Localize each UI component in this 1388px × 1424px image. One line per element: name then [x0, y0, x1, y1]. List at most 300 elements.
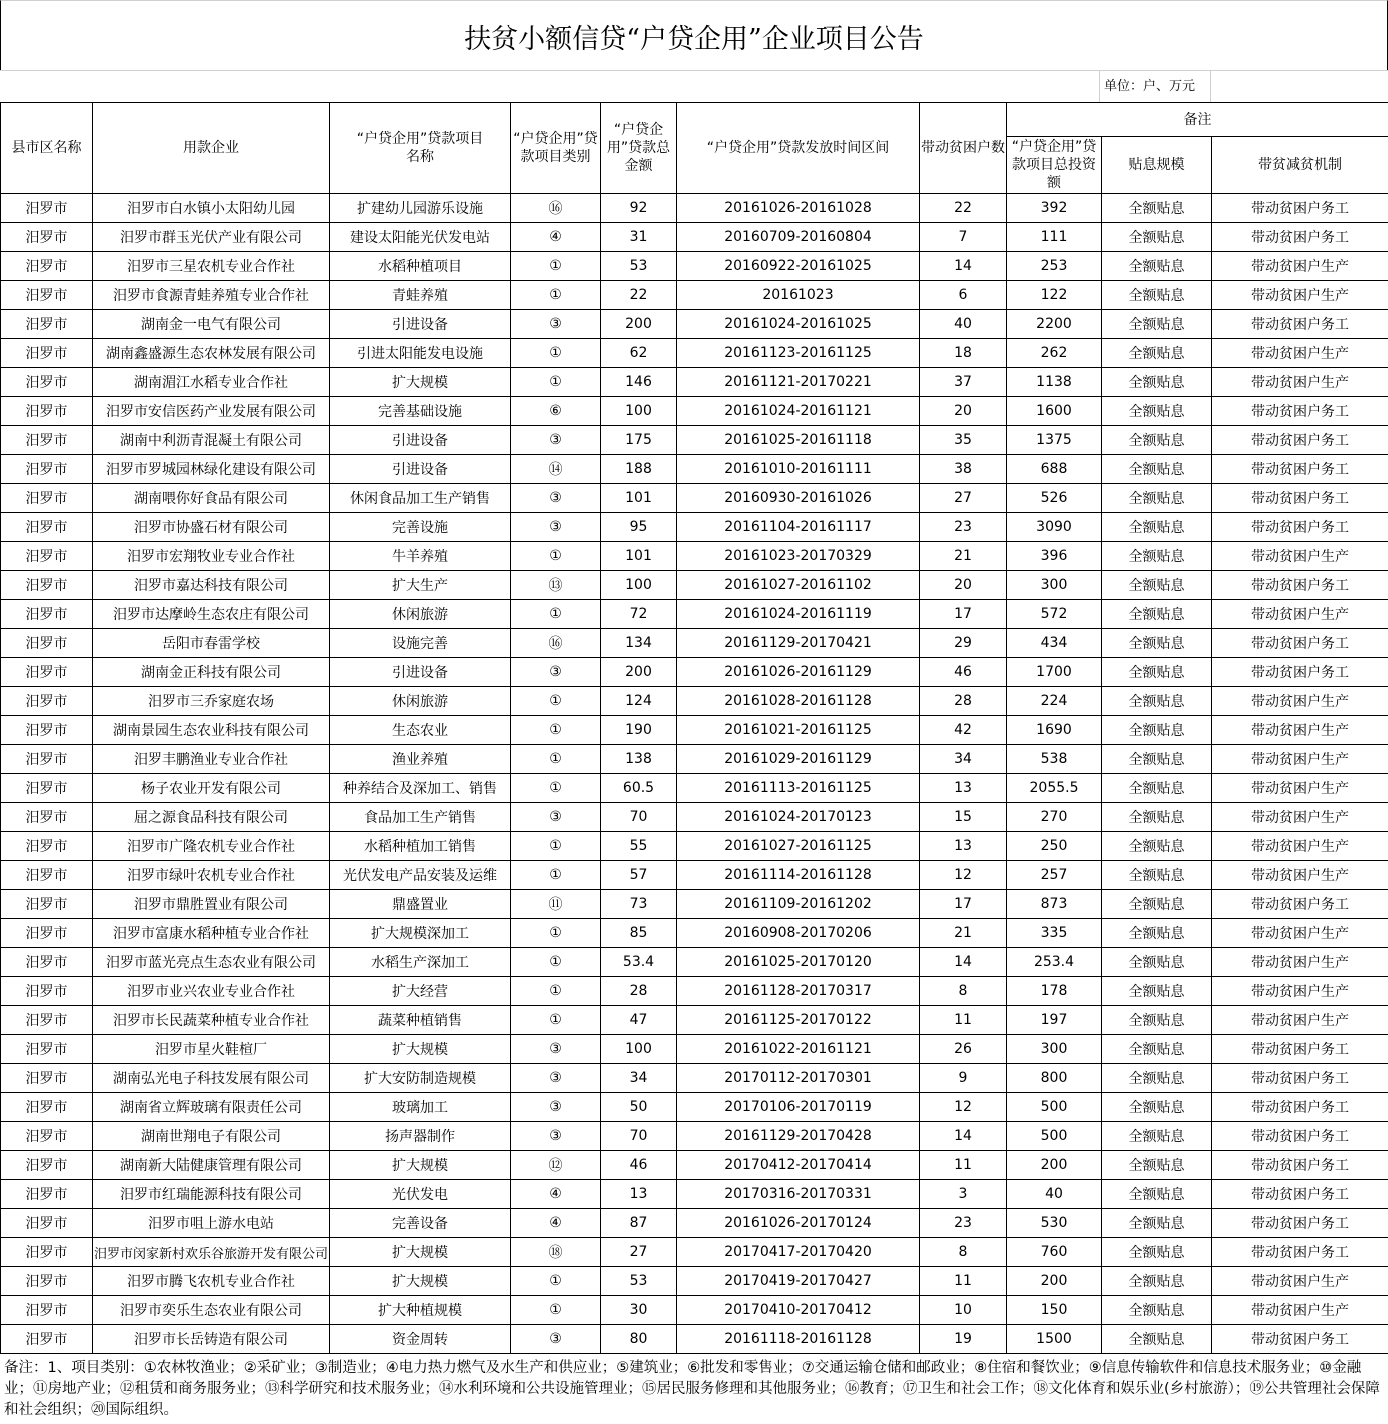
table-row: [1, 1122, 1388, 1151]
cell-mechanism: 带动贫困户生产: [1212, 687, 1388, 716]
cell-period: 20161114-20161128: [677, 861, 920, 890]
cell-investment: 500: [1007, 1093, 1102, 1122]
cell-category: ⑯: [511, 629, 601, 658]
cell-county: 汨罗市: [1, 1209, 93, 1238]
cell-company: 汨罗市长民蔬菜种植专业合作社: [93, 1006, 330, 1035]
cell-category: ①: [511, 1006, 601, 1035]
header-remarks: 备注: [1007, 103, 1388, 137]
cell-amount: 190: [601, 716, 677, 745]
table-row: [1, 1064, 1388, 1093]
cell-county: 汨罗市: [1, 513, 93, 542]
cell-subsidy: 全额贴息: [1102, 571, 1212, 600]
cell-mechanism: 带动贫困户生产: [1212, 252, 1388, 281]
cell-county: 汨罗市: [1, 571, 93, 600]
cell-investment: 1138: [1007, 368, 1102, 397]
cell-households: 28: [920, 687, 1007, 716]
unit-row: [0, 70, 1388, 103]
cell-investment: 300: [1007, 571, 1102, 600]
cell-subsidy: 全额贴息: [1102, 832, 1212, 861]
cell-period: 20160922-20161025: [677, 252, 920, 281]
cell-households: 23: [920, 1209, 1007, 1238]
cell-mechanism: 带动贫困户务工: [1212, 1035, 1388, 1064]
cell-households: 13: [920, 832, 1007, 861]
cell-category: ①: [511, 1296, 601, 1325]
cell-households: 12: [920, 1093, 1007, 1122]
cell-households: 17: [920, 600, 1007, 629]
cell-amount: 85: [601, 919, 677, 948]
cell-subsidy: 全额贴息: [1102, 1151, 1212, 1180]
cell-subsidy: 全额贴息: [1102, 513, 1212, 542]
cell-subsidy: 全额贴息: [1102, 1238, 1212, 1267]
cell-period: 20161104-20161117: [677, 513, 920, 542]
cell-county: 汨罗市: [1, 484, 93, 513]
cell-period: 20161123-20161125: [677, 339, 920, 368]
cell-period: 20170106-20170119: [677, 1093, 920, 1122]
cell-subsidy: 全额贴息: [1102, 1325, 1212, 1354]
cell-subsidy: 全额贴息: [1102, 194, 1212, 223]
cell-amount: 95: [601, 513, 677, 542]
cell-mechanism: 带动贫困户生产: [1212, 861, 1388, 890]
cell-households: 15: [920, 803, 1007, 832]
cell-county: 汨罗市: [1, 1238, 93, 1267]
cell-period: 20161113-20161125: [677, 774, 920, 803]
cell-project: 食品加工生产销售: [330, 803, 511, 832]
cell-county: 汨罗市: [1, 1122, 93, 1151]
header-mechanism: 带贫减贫机制: [1212, 137, 1388, 194]
title-text: 扶贫小额信贷“户贷企用”企业项目公告: [464, 23, 924, 55]
cell-company: 汨罗市宏翔牧业专业合作社: [93, 542, 330, 571]
cell-company: 汨罗市长岳铸造有限公司: [93, 1325, 330, 1354]
cell-households: 17: [920, 890, 1007, 919]
cell-households: 12: [920, 861, 1007, 890]
cell-subsidy: 全额贴息: [1102, 774, 1212, 803]
cell-subsidy: 全额贴息: [1102, 455, 1212, 484]
cell-households: 3: [920, 1180, 1007, 1209]
cell-subsidy: 全额贴息: [1102, 484, 1212, 513]
cell-company: 湖南金一电气有限公司: [93, 310, 330, 339]
cell-subsidy: 全额贴息: [1102, 1035, 1212, 1064]
cell-period: 20161129-20170428: [677, 1122, 920, 1151]
cell-project: 设施完善: [330, 629, 511, 658]
cell-county: 汨罗市: [1, 658, 93, 687]
cell-amount: 60.5: [601, 774, 677, 803]
cell-investment: 2200: [1007, 310, 1102, 339]
table-row: [1, 1151, 1388, 1180]
cell-project: 休闲旅游: [330, 687, 511, 716]
cell-category: ⑫: [511, 1151, 601, 1180]
table-row: [1, 1093, 1388, 1122]
cell-amount: 101: [601, 542, 677, 571]
table-row: [1, 1238, 1388, 1267]
cell-company: 汨罗市奕乐生态农业有限公司: [93, 1296, 330, 1325]
cell-mechanism: 带动贫困户务工: [1212, 629, 1388, 658]
cell-company: 汨罗市协盛石材有限公司: [93, 513, 330, 542]
cell-period: 20161129-20170421: [677, 629, 920, 658]
cell-households: 21: [920, 542, 1007, 571]
cell-mechanism: 带动贫困户生产: [1212, 1006, 1388, 1035]
cell-company: 汨罗市广隆农机专业合作社: [93, 832, 330, 861]
cell-amount: 100: [601, 397, 677, 426]
cell-category: ①: [511, 368, 601, 397]
cell-period: 20161026-20161129: [677, 658, 920, 687]
cell-investment: 434: [1007, 629, 1102, 658]
table-row: [1, 774, 1388, 803]
cell-investment: 2055.5: [1007, 774, 1102, 803]
cell-company: 湖南景园生态农业科技有限公司: [93, 716, 330, 745]
table-row: [1, 832, 1388, 861]
cell-investment: 178: [1007, 977, 1102, 1006]
header-investment: “户贷企用”贷款项目总投资额: [1007, 137, 1102, 194]
cell-company: 杨子农业开发有限公司: [93, 774, 330, 803]
cell-households: 19: [920, 1325, 1007, 1354]
cell-category: ⑪: [511, 890, 601, 919]
cell-amount: 31: [601, 223, 677, 252]
cell-period: 20170316-20170331: [677, 1180, 920, 1209]
cell-project: 水稻种植项目: [330, 252, 511, 281]
cell-mechanism: 带动贫困户务工: [1212, 397, 1388, 426]
cell-mechanism: 带动贫困户务工: [1212, 1122, 1388, 1151]
cell-project: 建设太阳能光伏发电站: [330, 223, 511, 252]
cell-county: 汨罗市: [1, 281, 93, 310]
cell-county: 汨罗市: [1, 1064, 93, 1093]
cell-subsidy: 全额贴息: [1102, 1093, 1212, 1122]
cell-category: ①: [511, 977, 601, 1006]
cell-project: 生态农业: [330, 716, 511, 745]
cell-households: 21: [920, 919, 1007, 948]
cell-investment: 40: [1007, 1180, 1102, 1209]
cell-category: ④: [511, 1180, 601, 1209]
cell-company: 湖南喂你好食品有限公司: [93, 484, 330, 513]
cell-amount: 73: [601, 890, 677, 919]
cell-category: ①: [511, 919, 601, 948]
cell-amount: 100: [601, 1035, 677, 1064]
cell-households: 38: [920, 455, 1007, 484]
cell-period: 20170410-20170412: [677, 1296, 920, 1325]
cell-company: 汨罗市鼎胜置业有限公司: [93, 890, 330, 919]
cell-subsidy: 全额贴息: [1102, 397, 1212, 426]
cell-subsidy: 全额贴息: [1102, 542, 1212, 571]
cell-period: 20161027-20161102: [677, 571, 920, 600]
cell-county: 汨罗市: [1, 977, 93, 1006]
cell-subsidy: 全额贴息: [1102, 426, 1212, 455]
cell-investment: 224: [1007, 687, 1102, 716]
cell-county: 汨罗市: [1, 1267, 93, 1296]
table-row: [1, 803, 1388, 832]
cell-subsidy: 全额贴息: [1102, 1006, 1212, 1035]
cell-investment: 538: [1007, 745, 1102, 774]
cell-investment: 1700: [1007, 658, 1102, 687]
cell-company: 汨罗市腾飞农机专业合作社: [93, 1267, 330, 1296]
cell-investment: 760: [1007, 1238, 1102, 1267]
header-project: “户贷企用”贷款项目名称: [330, 103, 511, 194]
cell-mechanism: 带动贫困户务工: [1212, 1093, 1388, 1122]
cell-mechanism: 带动贫困户务工: [1212, 890, 1388, 919]
cell-amount: 175: [601, 426, 677, 455]
cell-households: 18: [920, 339, 1007, 368]
cell-investment: 197: [1007, 1006, 1102, 1035]
cell-county: 汨罗市: [1, 687, 93, 716]
cell-subsidy: 全额贴息: [1102, 803, 1212, 832]
cell-company: 岳阳市春雷学校: [93, 629, 330, 658]
cell-households: 27: [920, 484, 1007, 513]
cell-project: 引进设备: [330, 426, 511, 455]
cell-company: 汨罗市业兴农业专业合作社: [93, 977, 330, 1006]
cell-category: ④: [511, 1209, 601, 1238]
cell-project: 扩大经营: [330, 977, 511, 1006]
cell-households: 26: [920, 1035, 1007, 1064]
cell-period: 20160930-20161026: [677, 484, 920, 513]
cell-county: 汨罗市: [1, 1180, 93, 1209]
cell-project: 渔业养殖: [330, 745, 511, 774]
cell-households: 14: [920, 1122, 1007, 1151]
cell-period: 20161021-20161125: [677, 716, 920, 745]
table-row: [1, 542, 1388, 571]
cell-investment: 396: [1007, 542, 1102, 571]
cell-amount: 70: [601, 1122, 677, 1151]
cell-company: 汨罗市红瑞能源科技有限公司: [93, 1180, 330, 1209]
cell-investment: 688: [1007, 455, 1102, 484]
cell-category: ③: [511, 484, 601, 513]
cell-company: 汨罗市蓝光亮点生态农业有限公司: [93, 948, 330, 977]
cell-category: ①: [511, 832, 601, 861]
cell-subsidy: 全额贴息: [1102, 1296, 1212, 1325]
cell-county: 汨罗市: [1, 1325, 93, 1354]
cell-county: 汨罗市: [1, 1035, 93, 1064]
cell-amount: 53: [601, 252, 677, 281]
table-row: [1, 281, 1388, 310]
cell-amount: 22: [601, 281, 677, 310]
cell-investment: 270: [1007, 803, 1102, 832]
cell-project: 牛羊养殖: [330, 542, 511, 571]
project-table: [0, 102, 1388, 1354]
cell-amount: 47: [601, 1006, 677, 1035]
cell-county: 汨罗市: [1, 310, 93, 339]
cell-category: ③: [511, 1064, 601, 1093]
cell-project: 扩大种植规模: [330, 1296, 511, 1325]
cell-mechanism: 带动贫困户务工: [1212, 310, 1388, 339]
cell-amount: 53.4: [601, 948, 677, 977]
cell-mechanism: 带动贫困户生产: [1212, 745, 1388, 774]
cell-subsidy: 全额贴息: [1102, 1122, 1212, 1151]
header-subsidy: 贴息规模: [1102, 137, 1212, 194]
table-body: [1, 194, 1388, 1354]
cell-county: 汨罗市: [1, 1006, 93, 1035]
cell-amount: 13: [601, 1180, 677, 1209]
cell-project: 完善基础设施: [330, 397, 511, 426]
cell-period: 20170419-20170427: [677, 1267, 920, 1296]
cell-company: 湖南世翔电子有限公司: [93, 1122, 330, 1151]
cell-project: 引进太阳能发电设施: [330, 339, 511, 368]
cell-period: 20161023-20170329: [677, 542, 920, 571]
cell-mechanism: 带动贫困户生产: [1212, 774, 1388, 803]
header-category: “户贷企用”贷款项目类别: [511, 103, 601, 194]
cell-mechanism: 带动贫困户务工: [1212, 1064, 1388, 1093]
cell-project: 种养结合及深加工、销售: [330, 774, 511, 803]
cell-project: 引进设备: [330, 658, 511, 687]
cell-mechanism: 带动贫困户生产: [1212, 1267, 1388, 1296]
table-row: [1, 948, 1388, 977]
cell-company: 湖南中利沥青混凝土有限公司: [93, 426, 330, 455]
cell-project: 青蛙养殖: [330, 281, 511, 310]
cell-households: 8: [920, 977, 1007, 1006]
cell-investment: 530: [1007, 1209, 1102, 1238]
cell-company: 汨罗市三乔家庭农场: [93, 687, 330, 716]
cell-mechanism: 带动贫困户务工: [1212, 571, 1388, 600]
cell-households: 6: [920, 281, 1007, 310]
cell-amount: 27: [601, 1238, 677, 1267]
cell-category: ①: [511, 774, 601, 803]
cell-category: ①: [511, 745, 601, 774]
cell-households: 8: [920, 1238, 1007, 1267]
cell-company: 汨罗市嘉达科技有限公司: [93, 571, 330, 600]
cell-county: 汨罗市: [1, 716, 93, 745]
cell-amount: 50: [601, 1093, 677, 1122]
cell-amount: 200: [601, 310, 677, 339]
cell-households: 40: [920, 310, 1007, 339]
cell-mechanism: 带动贫困户务工: [1212, 455, 1388, 484]
cell-category: ①: [511, 252, 601, 281]
cell-period: 20161029-20161129: [677, 745, 920, 774]
cell-category: ①: [511, 542, 601, 571]
cell-period: 20161118-20161128: [677, 1325, 920, 1354]
cell-mechanism: 带动贫困户生产: [1212, 977, 1388, 1006]
cell-investment: 335: [1007, 919, 1102, 948]
cell-period: 20170412-20170414: [677, 1151, 920, 1180]
cell-county: 汨罗市: [1, 919, 93, 948]
cell-amount: 188: [601, 455, 677, 484]
cell-investment: 526: [1007, 484, 1102, 513]
cell-subsidy: 全额贴息: [1102, 368, 1212, 397]
cell-company: 汨罗市绿叶农机专业合作社: [93, 861, 330, 890]
cell-county: 汨罗市: [1, 774, 93, 803]
cell-category: ③: [511, 310, 601, 339]
table-row: [1, 919, 1388, 948]
cell-period: 20161024-20161121: [677, 397, 920, 426]
cell-county: 汨罗市: [1, 629, 93, 658]
cell-subsidy: 全额贴息: [1102, 861, 1212, 890]
cell-category: ⑥: [511, 397, 601, 426]
cell-county: 汨罗市: [1, 1151, 93, 1180]
cell-investment: 873: [1007, 890, 1102, 919]
cell-category: ③: [511, 658, 601, 687]
cell-period: 20161022-20161121: [677, 1035, 920, 1064]
cell-amount: 55: [601, 832, 677, 861]
cell-amount: 34: [601, 1064, 677, 1093]
cell-period: 20160709-20160804: [677, 223, 920, 252]
cell-period: 20161125-20170122: [677, 1006, 920, 1035]
cell-period: 20170417-20170420: [677, 1238, 920, 1267]
cell-category: ①: [511, 948, 601, 977]
cell-households: 11: [920, 1151, 1007, 1180]
cell-mechanism: 带动贫困户务工: [1212, 1180, 1388, 1209]
cell-subsidy: 全额贴息: [1102, 1267, 1212, 1296]
table-row: [1, 426, 1388, 455]
cell-investment: 200: [1007, 1151, 1102, 1180]
cell-period: 20160908-20170206: [677, 919, 920, 948]
cell-subsidy: 全额贴息: [1102, 281, 1212, 310]
cell-project: 扩大规模: [330, 1267, 511, 1296]
cell-county: 汨罗市: [1, 397, 93, 426]
cell-category: ③: [511, 1093, 601, 1122]
cell-mechanism: 带动贫困户务工: [1212, 1325, 1388, 1354]
cell-county: 汨罗市: [1, 600, 93, 629]
cell-amount: 138: [601, 745, 677, 774]
cell-company: 湖南金正科技有限公司: [93, 658, 330, 687]
footnote: 备注：1、项目类别：①农林牧渔业；②采矿业；③制造业；④电力热力燃气及水生产和供应业；⑤建筑业；⑥批发和零售业；⑦交通运输仓储和邮政业；⑧住宿和餐饮业；⑨信息传输软件和信息技术服务业；⑩金融业；⑪房地产业；⑫租赁和商务服务业；⑬科学研究和技术服务业；⑭水利环境和公共设施管理业；⑮居民服务修理和其他服务业；⑯教育；⑰卫生和社会工作；⑱文化体育和娱乐业(乡村旅游）；⑲公共管理社会保障和社会组织；⑳国际组织。: [4, 1360, 1380, 1418]
cell-project: 扬声器制作: [330, 1122, 511, 1151]
header-county: 县市区名称: [1, 103, 93, 194]
cell-subsidy: 全额贴息: [1102, 658, 1212, 687]
cell-mechanism: 带动贫困户生产: [1212, 281, 1388, 310]
cell-investment: 257: [1007, 861, 1102, 890]
cell-period: 20170112-20170301: [677, 1064, 920, 1093]
cell-investment: 1600: [1007, 397, 1102, 426]
cell-investment: 392: [1007, 194, 1102, 223]
cell-mechanism: 带动贫困户务工: [1212, 658, 1388, 687]
cell-period: 20161026-20161028: [677, 194, 920, 223]
cell-households: 14: [920, 948, 1007, 977]
cell-amount: 100: [601, 571, 677, 600]
table-row: [1, 716, 1388, 745]
cell-subsidy: 全额贴息: [1102, 223, 1212, 252]
cell-subsidy: 全额贴息: [1102, 977, 1212, 1006]
cell-category: ①: [511, 339, 601, 368]
cell-county: 汨罗市: [1, 339, 93, 368]
cell-mechanism: 带动贫困户生产: [1212, 832, 1388, 861]
cell-company: 湖南新大陆健康管理有限公司: [93, 1151, 330, 1180]
table-row: [1, 687, 1388, 716]
cell-project: 完善设施: [330, 513, 511, 542]
cell-investment: 150: [1007, 1296, 1102, 1325]
cell-subsidy: 全额贴息: [1102, 1180, 1212, 1209]
cell-company: 湖南鑫盛源生态农林发展有限公司: [93, 339, 330, 368]
cell-households: 11: [920, 1006, 1007, 1035]
cell-period: 20161027-20161125: [677, 832, 920, 861]
cell-amount: 28: [601, 977, 677, 1006]
cell-mechanism: 带动贫困户生产: [1212, 368, 1388, 397]
cell-category: ③: [511, 513, 601, 542]
cell-mechanism: 带动贫困户务工: [1212, 1238, 1388, 1267]
header-households: 带动贫困户数: [920, 103, 1007, 194]
cell-mechanism: 带动贫困户务工: [1212, 223, 1388, 252]
cell-subsidy: 全额贴息: [1102, 252, 1212, 281]
cell-mechanism: 带动贫困户生产: [1212, 542, 1388, 571]
cell-amount: 80: [601, 1325, 677, 1354]
cell-households: 11: [920, 1267, 1007, 1296]
table-row: [1, 890, 1388, 919]
cell-mechanism: 带动贫困户务工: [1212, 513, 1388, 542]
cell-households: 9: [920, 1064, 1007, 1093]
cell-period: 20161024-20161119: [677, 600, 920, 629]
cell-amount: 30: [601, 1296, 677, 1325]
cell-category: ③: [511, 1122, 601, 1151]
cell-amount: 62: [601, 339, 677, 368]
cell-county: 汨罗市: [1, 426, 93, 455]
cell-project: 扩大规模: [330, 1151, 511, 1180]
cell-category: ③: [511, 426, 601, 455]
cell-investment: 250: [1007, 832, 1102, 861]
cell-subsidy: 全额贴息: [1102, 919, 1212, 948]
cell-mechanism: 带动贫困户生产: [1212, 600, 1388, 629]
cell-amount: 87: [601, 1209, 677, 1238]
cell-subsidy: 全额贴息: [1102, 948, 1212, 977]
cell-county: 汨罗市: [1, 223, 93, 252]
cell-mechanism: 带动贫困户生产: [1212, 919, 1388, 948]
cell-period: 20161023: [677, 281, 920, 310]
cell-category: ①: [511, 716, 601, 745]
cell-project: 扩大安防制造规模: [330, 1064, 511, 1093]
cell-category: ⑯: [511, 194, 601, 223]
